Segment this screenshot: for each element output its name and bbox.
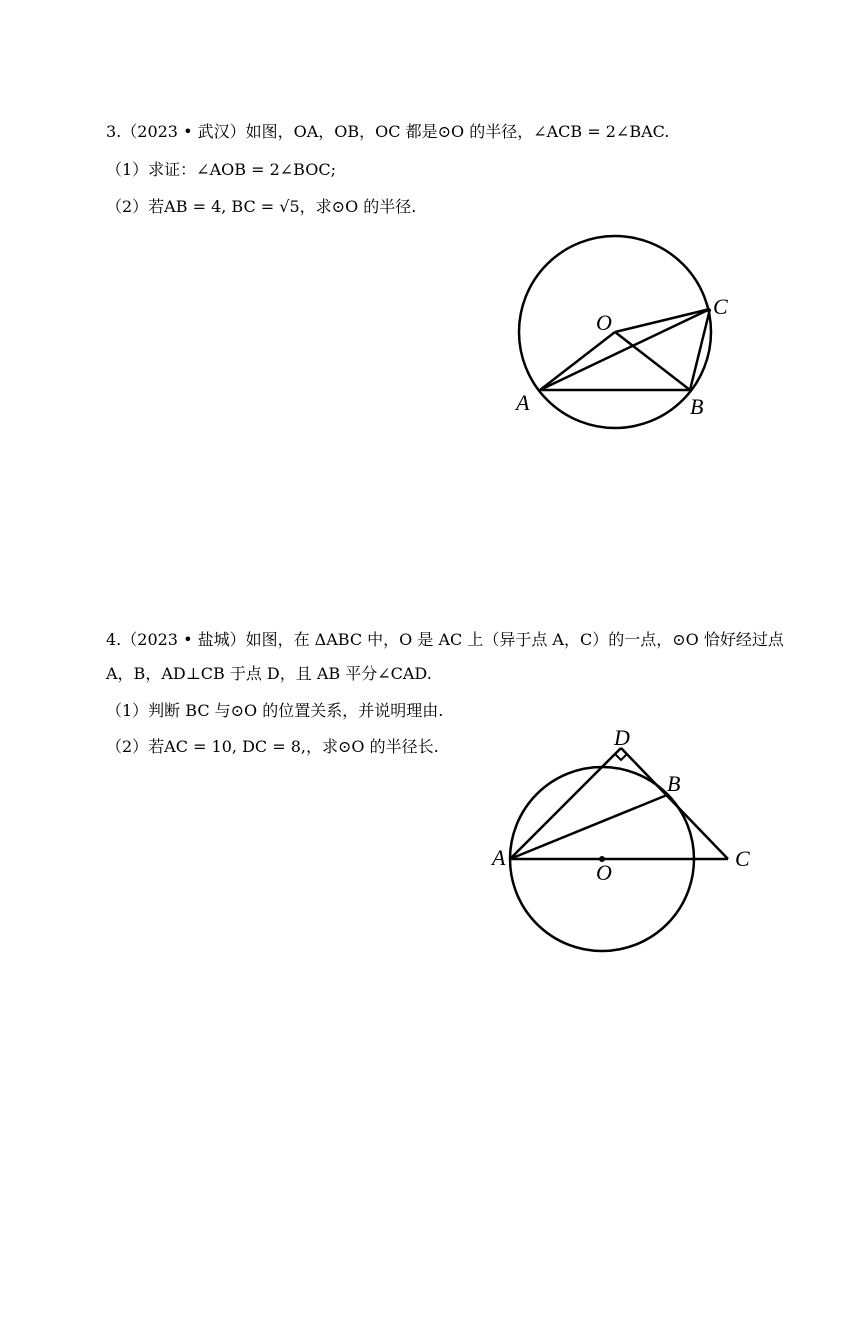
problem-3-figure [500,228,760,438]
segment-ac [540,309,710,390]
problem-3-part-1: （1）求证：∠AOB = 2∠BOC; [106,160,336,179]
problem-3-header: 3.（2023 • 武汉）如图，OA，OB，OC 都是⊙O 的半径，∠ACB = 2∠BAC. [106,122,670,141]
problem-4-part-1: （1）判断 BC 与⊙O 的位置关系，并说明理由. [106,701,444,720]
problem-3-part-2: （2）若AB = 4, BC = √5，求⊙O 的半径. [106,197,417,216]
label-a: A [516,390,530,415]
problem-4-figure [486,720,766,960]
segment-oc [615,309,710,332]
label-o: O [596,860,612,885]
segment-ob [615,332,690,390]
label-c: C [735,846,750,871]
right-angle-marker [615,754,627,760]
label-d: D [614,725,630,750]
segment-ab [510,795,667,859]
label-c: C [713,294,728,319]
label-b: B [690,394,704,419]
label-a: A [492,845,506,870]
segment-dc [621,748,728,859]
label-b: B [667,771,681,796]
segment-ad [510,748,621,859]
label-o: O [596,310,612,335]
problem-4-header-line-1: 4.（2023 • 盐城）如图，在 ΔABC 中，O 是 AC 上（异于点 A，C）的一点，⊙O 恰好经过点 [106,630,784,649]
problem-4-part-2: （2）若AC = 10, DC = 8,，求⊙O 的半径长. [106,737,439,756]
problem-4-header-line-2: A，B，AD⊥CB 于点 D，且 AB 平分∠CAD. [106,664,432,683]
